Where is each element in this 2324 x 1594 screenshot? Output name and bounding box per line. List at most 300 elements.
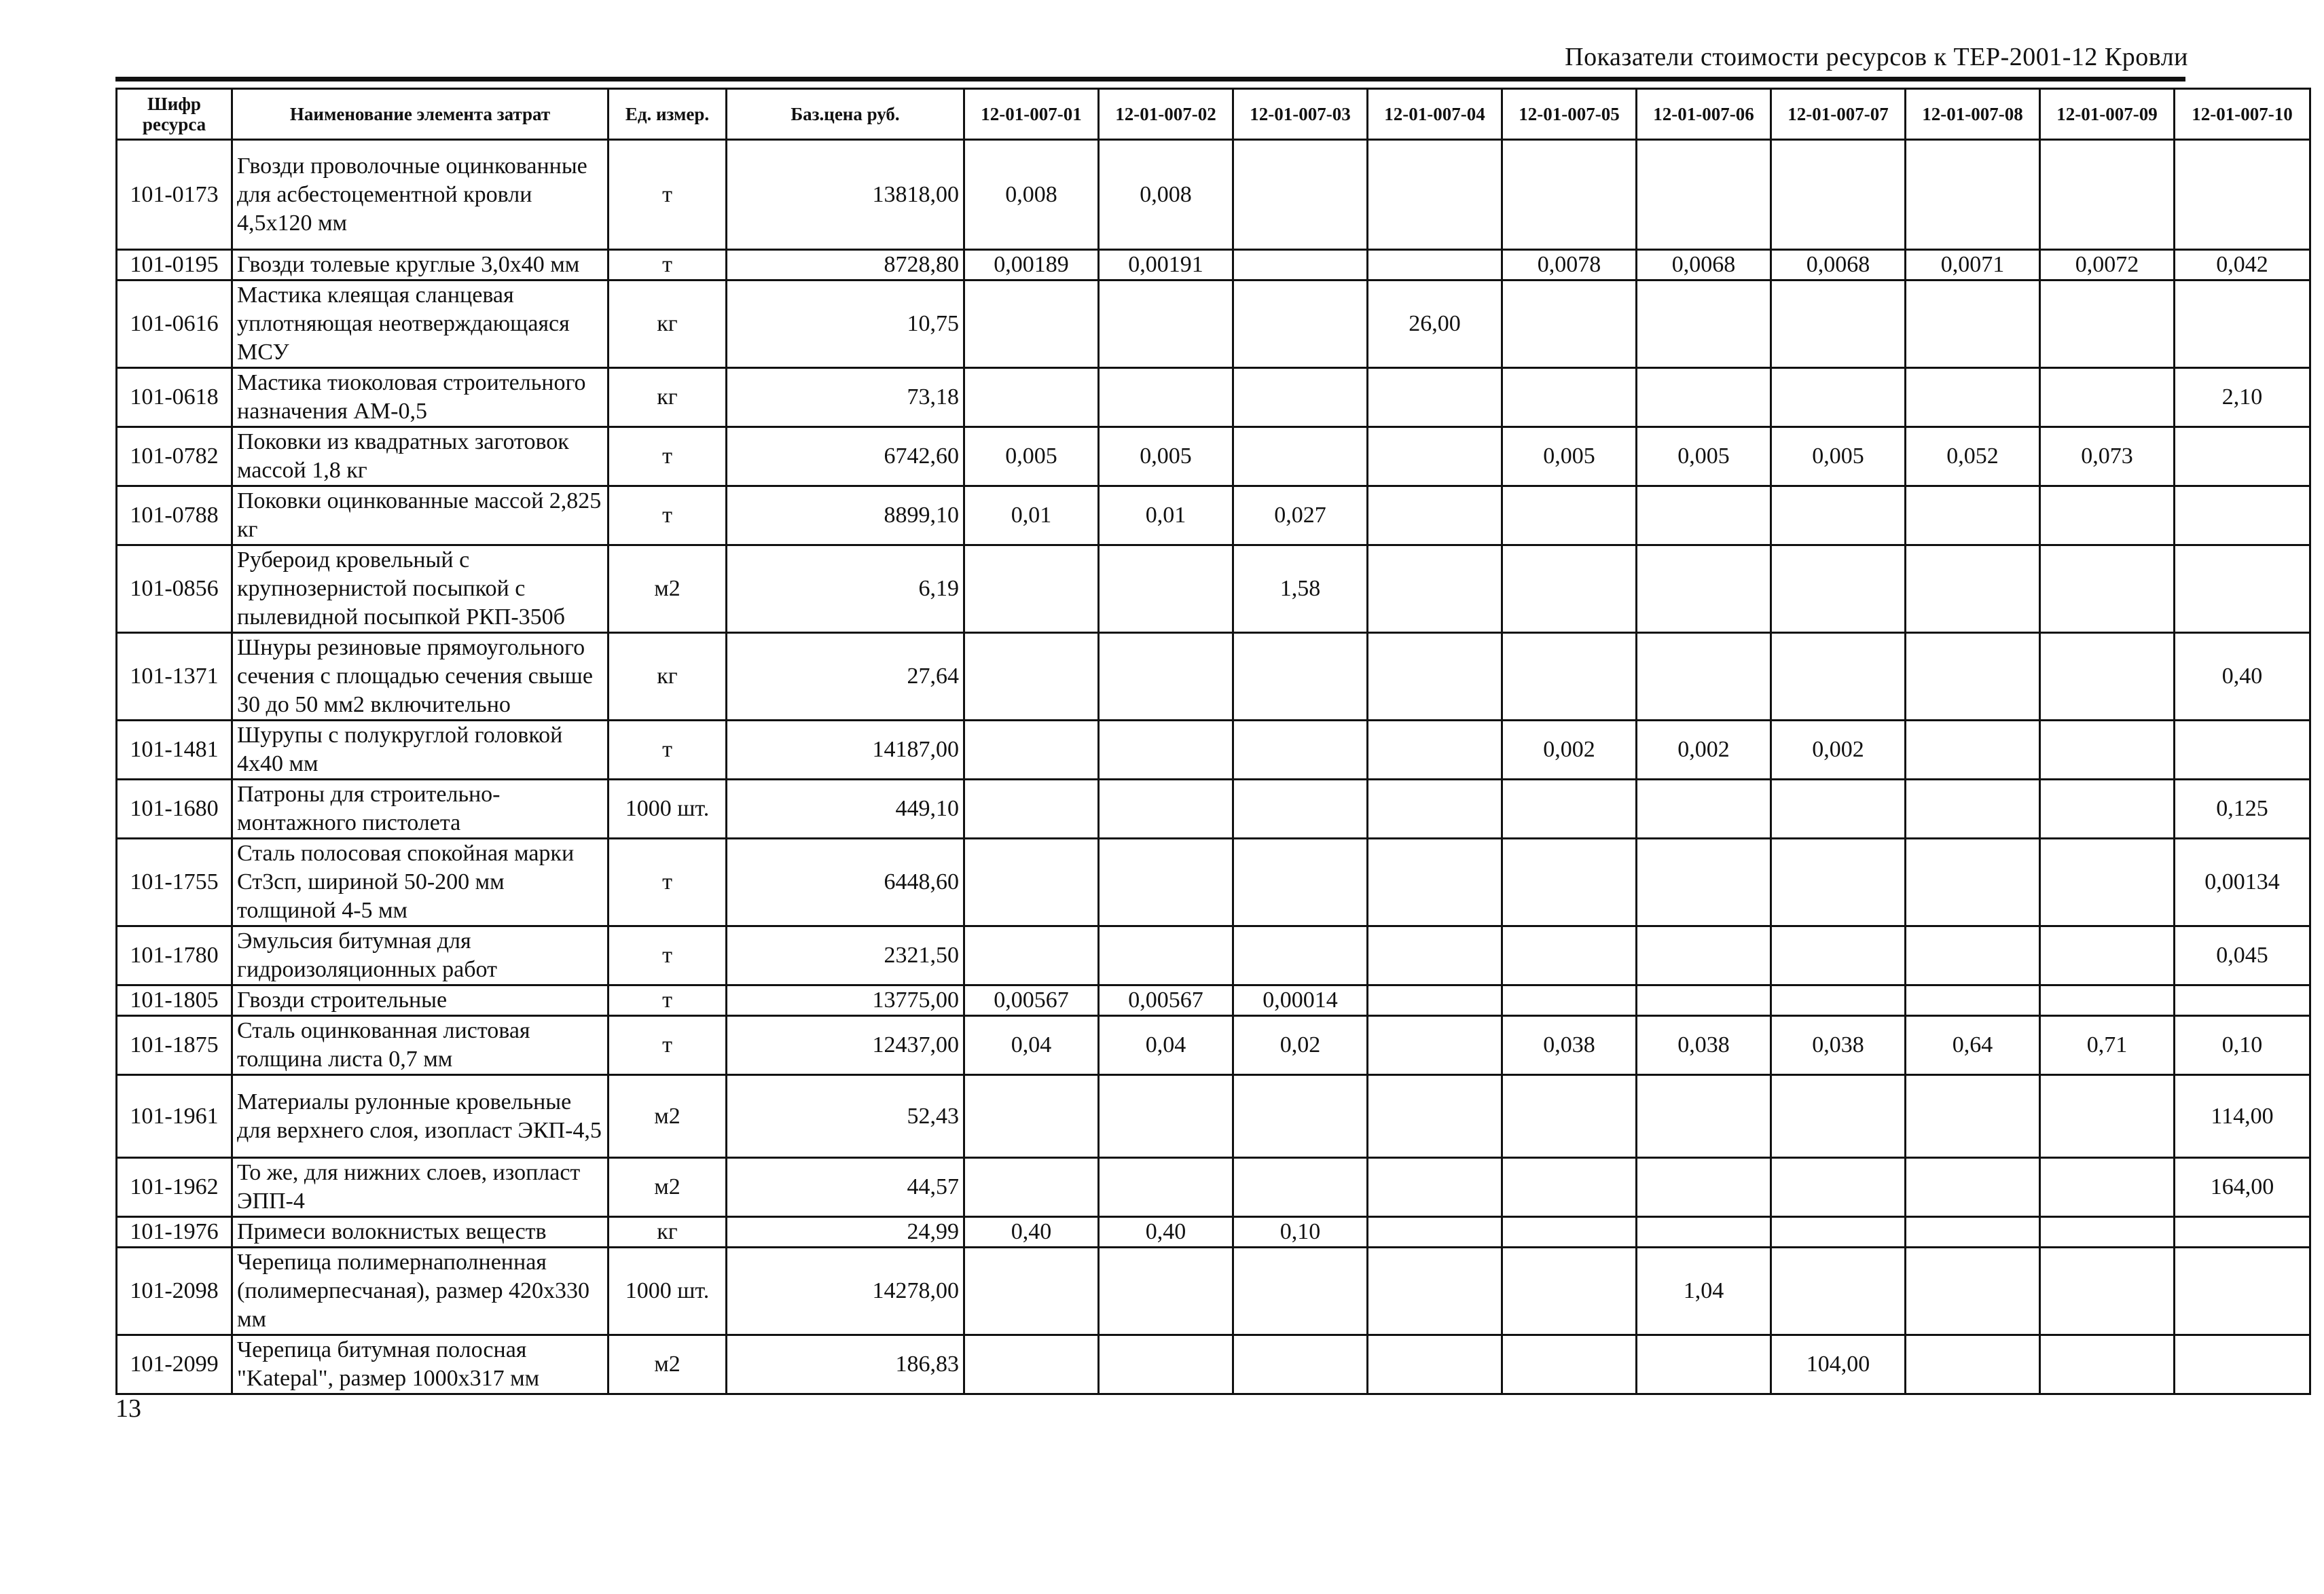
norm-value-cell xyxy=(2040,486,2175,545)
unit-cell: кг xyxy=(609,368,727,427)
norm-value-cell xyxy=(1906,486,2040,545)
norm-value-cell xyxy=(1502,1335,1637,1394)
norm-value-cell xyxy=(1637,1158,1771,1217)
norm-value-cell xyxy=(1771,545,1906,633)
norm-value-cell xyxy=(1233,1248,1368,1335)
table-row xyxy=(117,1075,2310,1158)
norm-value-cell xyxy=(1906,839,2040,926)
norm-value-cell xyxy=(1502,545,1637,633)
base-price-cell: 12437,00 xyxy=(727,1016,964,1075)
norm-value-cell xyxy=(1368,633,1502,721)
resource-name-cell: Мастика тиоколовая строительного назначения АМ-0,5 xyxy=(232,368,609,427)
table-header-row xyxy=(117,89,2310,140)
column-header-norm: 12-01-007-01 xyxy=(964,89,1099,140)
base-price-cell: 14187,00 xyxy=(727,721,964,780)
norm-value-cell xyxy=(964,1335,1099,1394)
norm-value-cell xyxy=(1502,926,1637,985)
norm-value-cell: 0,0078 xyxy=(1502,250,1637,280)
norm-value-cell: 0,002 xyxy=(1771,721,1906,780)
unit-cell: т xyxy=(609,721,727,780)
unit-cell: м2 xyxy=(609,1335,727,1394)
table-row xyxy=(117,280,2310,368)
table-row xyxy=(117,780,2310,839)
norm-value-cell xyxy=(1906,140,2040,250)
resource-code-cell: 101-1481 xyxy=(117,721,232,780)
resource-code-cell: 101-0856 xyxy=(117,545,232,633)
unit-cell: кг xyxy=(609,280,727,368)
table-row xyxy=(117,1217,2310,1248)
table-row xyxy=(117,839,2310,926)
resource-code-cell: 101-2098 xyxy=(117,1248,232,1335)
norm-value-cell xyxy=(1368,839,1502,926)
norm-value-cell xyxy=(1637,1075,1771,1158)
norm-value-cell: 0,04 xyxy=(1099,1016,1233,1075)
norm-value-cell: 0,027 xyxy=(1233,486,1368,545)
norm-value-cell: 0,0068 xyxy=(1771,250,1906,280)
norm-value-cell: 0,008 xyxy=(1099,140,1233,250)
norm-value-cell xyxy=(2040,985,2175,1016)
base-price-cell: 10,75 xyxy=(727,280,964,368)
base-price-cell: 8899,10 xyxy=(727,486,964,545)
norm-value-cell xyxy=(1771,280,1906,368)
norm-value-cell xyxy=(2040,839,2175,926)
norm-value-cell xyxy=(1637,839,1771,926)
norm-value-cell: 0,002 xyxy=(1637,721,1771,780)
norm-value-cell xyxy=(964,545,1099,633)
norm-value-cell xyxy=(964,633,1099,721)
norm-value-cell xyxy=(1502,486,1637,545)
norm-value-cell xyxy=(1368,250,1502,280)
norm-value-cell xyxy=(1368,721,1502,780)
norm-value-cell: 0,00189 xyxy=(964,250,1099,280)
norm-value-cell xyxy=(1906,1158,2040,1217)
norm-value-cell xyxy=(1233,1158,1368,1217)
norm-value-cell xyxy=(2175,1217,2310,1248)
table-body xyxy=(117,140,2310,1394)
norm-value-cell xyxy=(1368,985,1502,1016)
norm-value-cell: 0,64 xyxy=(1906,1016,2040,1075)
norm-value-cell: 0,008 xyxy=(964,140,1099,250)
norm-value-cell xyxy=(1502,780,1637,839)
norm-value-cell xyxy=(1637,486,1771,545)
resource-name-cell: Сталь полосовая спокойная марки Ст3сп, шириной 50-200 мм толщиной 4-5 мм xyxy=(232,839,609,926)
table-row xyxy=(117,1016,2310,1075)
base-price-cell: 186,83 xyxy=(727,1335,964,1394)
norm-value-cell xyxy=(1906,926,2040,985)
norm-value-cell xyxy=(1099,545,1233,633)
norm-value-cell xyxy=(1637,1335,1771,1394)
norm-value-cell xyxy=(1502,1158,1637,1217)
column-header-norm: 12-01-007-09 xyxy=(2040,89,2175,140)
table-row xyxy=(117,427,2310,486)
resource-code-cell: 101-0173 xyxy=(117,140,232,250)
norm-value-cell xyxy=(1906,545,2040,633)
norm-value-cell xyxy=(1368,1016,1502,1075)
table-row xyxy=(117,1335,2310,1394)
norm-value-cell: 0,002 xyxy=(1502,721,1637,780)
unit-cell: м2 xyxy=(609,1075,727,1158)
resource-code-cell: 101-0788 xyxy=(117,486,232,545)
norm-value-cell xyxy=(1906,780,2040,839)
norm-value-cell xyxy=(1637,985,1771,1016)
norm-value-cell xyxy=(1099,839,1233,926)
norm-value-cell: 0,125 xyxy=(2175,780,2310,839)
norm-value-cell xyxy=(964,780,1099,839)
norm-value-cell xyxy=(1771,1158,1906,1217)
norm-value-cell xyxy=(1906,985,2040,1016)
base-price-cell: 24,99 xyxy=(727,1217,964,1248)
resource-code-cell: 101-0618 xyxy=(117,368,232,427)
norm-value-cell: 0,073 xyxy=(2040,427,2175,486)
base-price-cell: 6,19 xyxy=(727,545,964,633)
norm-value-cell xyxy=(1233,140,1368,250)
norm-value-cell xyxy=(1099,1248,1233,1335)
resource-name-cell: Черепица полимернаполненная (полимерпесчаная), размер 420х330 мм xyxy=(232,1248,609,1335)
norm-value-cell xyxy=(1637,780,1771,839)
norm-value-cell xyxy=(1771,780,1906,839)
norm-value-cell xyxy=(1233,368,1368,427)
norm-value-cell: 0,00134 xyxy=(2175,839,2310,926)
norm-value-cell xyxy=(1368,486,1502,545)
norm-value-cell: 0,10 xyxy=(2175,1016,2310,1075)
header-rule xyxy=(115,77,2185,81)
norm-value-cell xyxy=(1099,368,1233,427)
norm-value-cell xyxy=(2040,1335,2175,1394)
norm-value-cell: 0,005 xyxy=(1637,427,1771,486)
norm-value-cell xyxy=(2040,140,2175,250)
column-header-norm: 12-01-007-08 xyxy=(1906,89,2040,140)
norm-value-cell xyxy=(1368,1075,1502,1158)
base-price-cell: 449,10 xyxy=(727,780,964,839)
norm-value-cell xyxy=(2040,1217,2175,1248)
norm-value-cell: 1,04 xyxy=(1637,1248,1771,1335)
norm-value-cell xyxy=(1099,1075,1233,1158)
norm-value-cell xyxy=(2040,545,2175,633)
base-price-cell: 6742,60 xyxy=(727,427,964,486)
norm-value-cell xyxy=(1233,926,1368,985)
norm-value-cell: 0,005 xyxy=(964,427,1099,486)
table-row xyxy=(117,633,2310,721)
table-row xyxy=(117,985,2310,1016)
norm-value-cell xyxy=(1233,633,1368,721)
norm-value-cell xyxy=(1099,780,1233,839)
norm-value-cell xyxy=(1502,839,1637,926)
norm-value-cell xyxy=(964,280,1099,368)
norm-value-cell xyxy=(1099,926,1233,985)
resource-code-cell: 101-1976 xyxy=(117,1217,232,1248)
resource-name-cell: Рубероид кровельный с крупнозернистой посыпкой с пылевидной посыпкой РКП-350б xyxy=(232,545,609,633)
norm-value-cell xyxy=(2040,633,2175,721)
unit-cell: кг xyxy=(609,633,727,721)
resource-name-cell: Примеси волокнистых веществ xyxy=(232,1217,609,1248)
norm-value-cell xyxy=(1906,721,2040,780)
norm-value-cell: 0,0071 xyxy=(1906,250,2040,280)
resource-name-cell: Материалы рулонные кровельные для верхнего слоя, изопласт ЭКП-4,5 xyxy=(232,1075,609,1158)
norm-value-cell xyxy=(1906,280,2040,368)
norm-value-cell: 1,58 xyxy=(1233,545,1368,633)
norm-value-cell xyxy=(1771,1075,1906,1158)
norm-value-cell xyxy=(1368,140,1502,250)
resource-code-cell: 101-1371 xyxy=(117,633,232,721)
resource-code-cell: 101-0195 xyxy=(117,250,232,280)
norm-value-cell xyxy=(964,1248,1099,1335)
norm-value-cell: 0,038 xyxy=(1771,1016,1906,1075)
column-header-norm: 12-01-007-05 xyxy=(1502,89,1637,140)
norm-value-cell xyxy=(1233,250,1368,280)
base-price-cell: 52,43 xyxy=(727,1075,964,1158)
norm-value-cell xyxy=(1099,633,1233,721)
norm-value-cell: 0,40 xyxy=(2175,633,2310,721)
norm-value-cell xyxy=(1368,427,1502,486)
norm-value-cell xyxy=(1099,1335,1233,1394)
unit-cell: т xyxy=(609,140,727,250)
table-row xyxy=(117,368,2310,427)
column-header-norm: 12-01-007-10 xyxy=(2175,89,2310,140)
norm-value-cell xyxy=(1233,721,1368,780)
norm-value-cell xyxy=(1502,633,1637,721)
table-row xyxy=(117,250,2310,280)
unit-cell: кг xyxy=(609,1217,727,1248)
table-row xyxy=(117,1158,2310,1217)
norm-value-cell xyxy=(2040,1158,2175,1217)
norm-value-cell xyxy=(2175,545,2310,633)
base-price-cell: 44,57 xyxy=(727,1158,964,1217)
norm-value-cell xyxy=(1906,1075,2040,1158)
norm-value-cell xyxy=(2175,427,2310,486)
norm-value-cell: 0,01 xyxy=(1099,486,1233,545)
norm-value-cell xyxy=(1637,926,1771,985)
norm-value-cell xyxy=(2175,280,2310,368)
norm-value-cell: 164,00 xyxy=(2175,1158,2310,1217)
column-header-norm: 12-01-007-07 xyxy=(1771,89,1906,140)
column-header-price: Баз.цена руб. xyxy=(727,89,964,140)
norm-value-cell xyxy=(2040,1248,2175,1335)
norm-value-cell xyxy=(1771,140,1906,250)
table-row xyxy=(117,926,2310,985)
norm-value-cell: 0,00014 xyxy=(1233,985,1368,1016)
resource-name-cell: Гвозди проволочные оцинкованные для асбестоцементной кровли 4,5х120 мм xyxy=(232,140,609,250)
norm-value-cell xyxy=(1771,486,1906,545)
norm-value-cell: 0,00567 xyxy=(964,985,1099,1016)
norm-value-cell xyxy=(1771,926,1906,985)
resource-name-cell: Шнуры резиновые прямоугольного сечения с площадью сечения свыше 30 до 50 мм2 включительно xyxy=(232,633,609,721)
norm-value-cell xyxy=(2040,780,2175,839)
resource-code-cell: 101-0616 xyxy=(117,280,232,368)
norm-value-cell xyxy=(2175,1248,2310,1335)
norm-value-cell xyxy=(1637,633,1771,721)
resource-code-cell: 101-1805 xyxy=(117,985,232,1016)
norm-value-cell xyxy=(1233,1335,1368,1394)
norm-value-cell xyxy=(1099,721,1233,780)
norm-value-cell: 0,40 xyxy=(964,1217,1099,1248)
norm-value-cell xyxy=(1368,1158,1502,1217)
norm-value-cell: 26,00 xyxy=(1368,280,1502,368)
norm-value-cell xyxy=(1368,368,1502,427)
norm-value-cell: 0,0072 xyxy=(2040,250,2175,280)
norm-value-cell xyxy=(1368,780,1502,839)
norm-value-cell xyxy=(1771,1217,1906,1248)
resource-name-cell: Поковки из квадратных заготовок массой 1,8 кг xyxy=(232,427,609,486)
norm-value-cell xyxy=(1906,1335,2040,1394)
unit-cell: т xyxy=(609,1016,727,1075)
norm-value-cell xyxy=(1637,280,1771,368)
norm-value-cell: 0,02 xyxy=(1233,1016,1368,1075)
norm-value-cell xyxy=(1771,985,1906,1016)
table-row xyxy=(117,486,2310,545)
resource-name-cell: Мастика клеящая сланцевая уплотняющая неотверждающаяся МСУ xyxy=(232,280,609,368)
norm-value-cell xyxy=(1637,1217,1771,1248)
base-price-cell: 6448,60 xyxy=(727,839,964,926)
norm-value-cell xyxy=(2175,1335,2310,1394)
norm-value-cell xyxy=(964,926,1099,985)
column-header-unit: Ед. измер. xyxy=(609,89,727,140)
norm-value-cell: 0,71 xyxy=(2040,1016,2175,1075)
norm-value-cell xyxy=(1233,280,1368,368)
norm-value-cell xyxy=(1906,368,2040,427)
resource-name-cell: Черепица битумная полосная "Katepal", размер 1000х317 мм xyxy=(232,1335,609,1394)
column-header-norm: 12-01-007-03 xyxy=(1233,89,1368,140)
norm-value-cell: 0,01 xyxy=(964,486,1099,545)
norm-value-cell: 0,038 xyxy=(1502,1016,1637,1075)
table-row xyxy=(117,1248,2310,1335)
resource-name-cell: Гвозди толевые круглые 3,0х40 мм xyxy=(232,250,609,280)
norm-value-cell: 0,038 xyxy=(1637,1016,1771,1075)
norm-value-cell: 0,10 xyxy=(1233,1217,1368,1248)
norm-value-cell xyxy=(1368,1248,1502,1335)
norm-value-cell: 0,00567 xyxy=(1099,985,1233,1016)
norm-value-cell xyxy=(2175,140,2310,250)
base-price-cell: 13818,00 xyxy=(727,140,964,250)
norm-value-cell xyxy=(2040,926,2175,985)
unit-cell: т xyxy=(609,427,727,486)
norm-value-cell xyxy=(1637,140,1771,250)
unit-cell: т xyxy=(609,839,727,926)
norm-value-cell xyxy=(964,1158,1099,1217)
unit-cell: т xyxy=(609,926,727,985)
norm-value-cell xyxy=(1502,368,1637,427)
norm-value-cell xyxy=(2175,985,2310,1016)
norm-value-cell xyxy=(964,721,1099,780)
resource-name-cell: Патроны для строительно-монтажного пистолета xyxy=(232,780,609,839)
resource-name-cell: Гвозди строительные xyxy=(232,985,609,1016)
base-price-cell: 73,18 xyxy=(727,368,964,427)
norm-value-cell xyxy=(1233,1075,1368,1158)
norm-value-cell xyxy=(1502,140,1637,250)
norm-value-cell xyxy=(1771,1248,1906,1335)
norm-value-cell xyxy=(1368,926,1502,985)
norm-value-cell xyxy=(1906,633,2040,721)
unit-cell: т xyxy=(609,486,727,545)
resource-code-cell: 101-1961 xyxy=(117,1075,232,1158)
norm-value-cell: 0,045 xyxy=(2175,926,2310,985)
page-header: Показатели стоимости ресурсов к ТЕР-2001-12 Кровли xyxy=(1565,43,2188,71)
base-price-cell: 27,64 xyxy=(727,633,964,721)
base-price-cell: 8728,80 xyxy=(727,250,964,280)
norm-value-cell xyxy=(1637,545,1771,633)
norm-value-cell xyxy=(1502,1248,1637,1335)
resource-code-cell: 101-1875 xyxy=(117,1016,232,1075)
norm-value-cell: 104,00 xyxy=(1771,1335,1906,1394)
resource-name-cell: Сталь оцинкованная листовая толщина листа 0,7 мм xyxy=(232,1016,609,1075)
resource-code-cell: 101-1680 xyxy=(117,780,232,839)
norm-value-cell xyxy=(1502,280,1637,368)
norm-value-cell: 0,40 xyxy=(1099,1217,1233,1248)
norm-value-cell xyxy=(1502,985,1637,1016)
norm-value-cell xyxy=(2040,368,2175,427)
column-header-norm: 12-01-007-02 xyxy=(1099,89,1233,140)
norm-value-cell: 0,005 xyxy=(1502,427,1637,486)
norm-value-cell: 0,042 xyxy=(2175,250,2310,280)
column-header-norm: 12-01-007-04 xyxy=(1368,89,1502,140)
norm-value-cell xyxy=(2175,721,2310,780)
norm-value-cell: 0,04 xyxy=(964,1016,1099,1075)
norm-value-cell xyxy=(1368,1217,1502,1248)
norm-value-cell xyxy=(1906,1248,2040,1335)
unit-cell: м2 xyxy=(609,1158,727,1217)
unit-cell: м2 xyxy=(609,545,727,633)
resource-code-cell: 101-1962 xyxy=(117,1158,232,1217)
table-row xyxy=(117,140,2310,250)
norm-value-cell xyxy=(1771,368,1906,427)
norm-value-cell: 0,0068 xyxy=(1637,250,1771,280)
unit-cell: 1000 шт. xyxy=(609,780,727,839)
column-header-norm: 12-01-007-06 xyxy=(1637,89,1771,140)
norm-value-cell xyxy=(2040,721,2175,780)
norm-value-cell xyxy=(1368,1335,1502,1394)
page-number: 13 xyxy=(115,1394,141,1423)
resource-name-cell: Поковки оцинкованные массой 2,825 кг xyxy=(232,486,609,545)
resource-code-cell: 101-0782 xyxy=(117,427,232,486)
norm-value-cell xyxy=(1233,780,1368,839)
norm-value-cell xyxy=(964,1075,1099,1158)
column-header-code: Шифр ресурса xyxy=(117,89,232,140)
norm-value-cell: 114,00 xyxy=(2175,1075,2310,1158)
base-price-cell: 13775,00 xyxy=(727,985,964,1016)
norm-value-cell xyxy=(964,839,1099,926)
norm-value-cell xyxy=(1771,839,1906,926)
norm-value-cell xyxy=(2040,280,2175,368)
resource-code-cell: 101-1780 xyxy=(117,926,232,985)
unit-cell: 1000 шт. xyxy=(609,1248,727,1335)
base-price-cell: 14278,00 xyxy=(727,1248,964,1335)
norm-value-cell xyxy=(1099,1158,1233,1217)
norm-value-cell: 0,00191 xyxy=(1099,250,1233,280)
resource-code-cell: 101-1755 xyxy=(117,839,232,926)
norm-value-cell xyxy=(1099,280,1233,368)
table-row xyxy=(117,721,2310,780)
resource-code-cell: 101-2099 xyxy=(117,1335,232,1394)
norm-value-cell xyxy=(1906,1217,2040,1248)
resource-name-cell: Эмульсия битумная для гидроизоляционных работ xyxy=(232,926,609,985)
unit-cell: т xyxy=(609,985,727,1016)
norm-value-cell: 2,10 xyxy=(2175,368,2310,427)
unit-cell: т xyxy=(609,250,727,280)
norm-value-cell: 0,005 xyxy=(1099,427,1233,486)
norm-value-cell xyxy=(1233,427,1368,486)
norm-value-cell xyxy=(1637,368,1771,427)
norm-value-cell xyxy=(1368,545,1502,633)
base-price-cell: 2321,50 xyxy=(727,926,964,985)
norm-value-cell xyxy=(1502,1075,1637,1158)
norm-value-cell xyxy=(2040,1075,2175,1158)
norm-value-cell xyxy=(2175,486,2310,545)
norm-value-cell: 0,005 xyxy=(1771,427,1906,486)
table-row xyxy=(117,545,2310,633)
norm-value-cell xyxy=(1233,839,1368,926)
resource-name-cell: То же, для нижних слоев, изопласт ЭПП-4 xyxy=(232,1158,609,1217)
column-header-name: Наименование элемента затрат xyxy=(232,89,609,140)
resource-cost-table xyxy=(115,88,2311,1395)
